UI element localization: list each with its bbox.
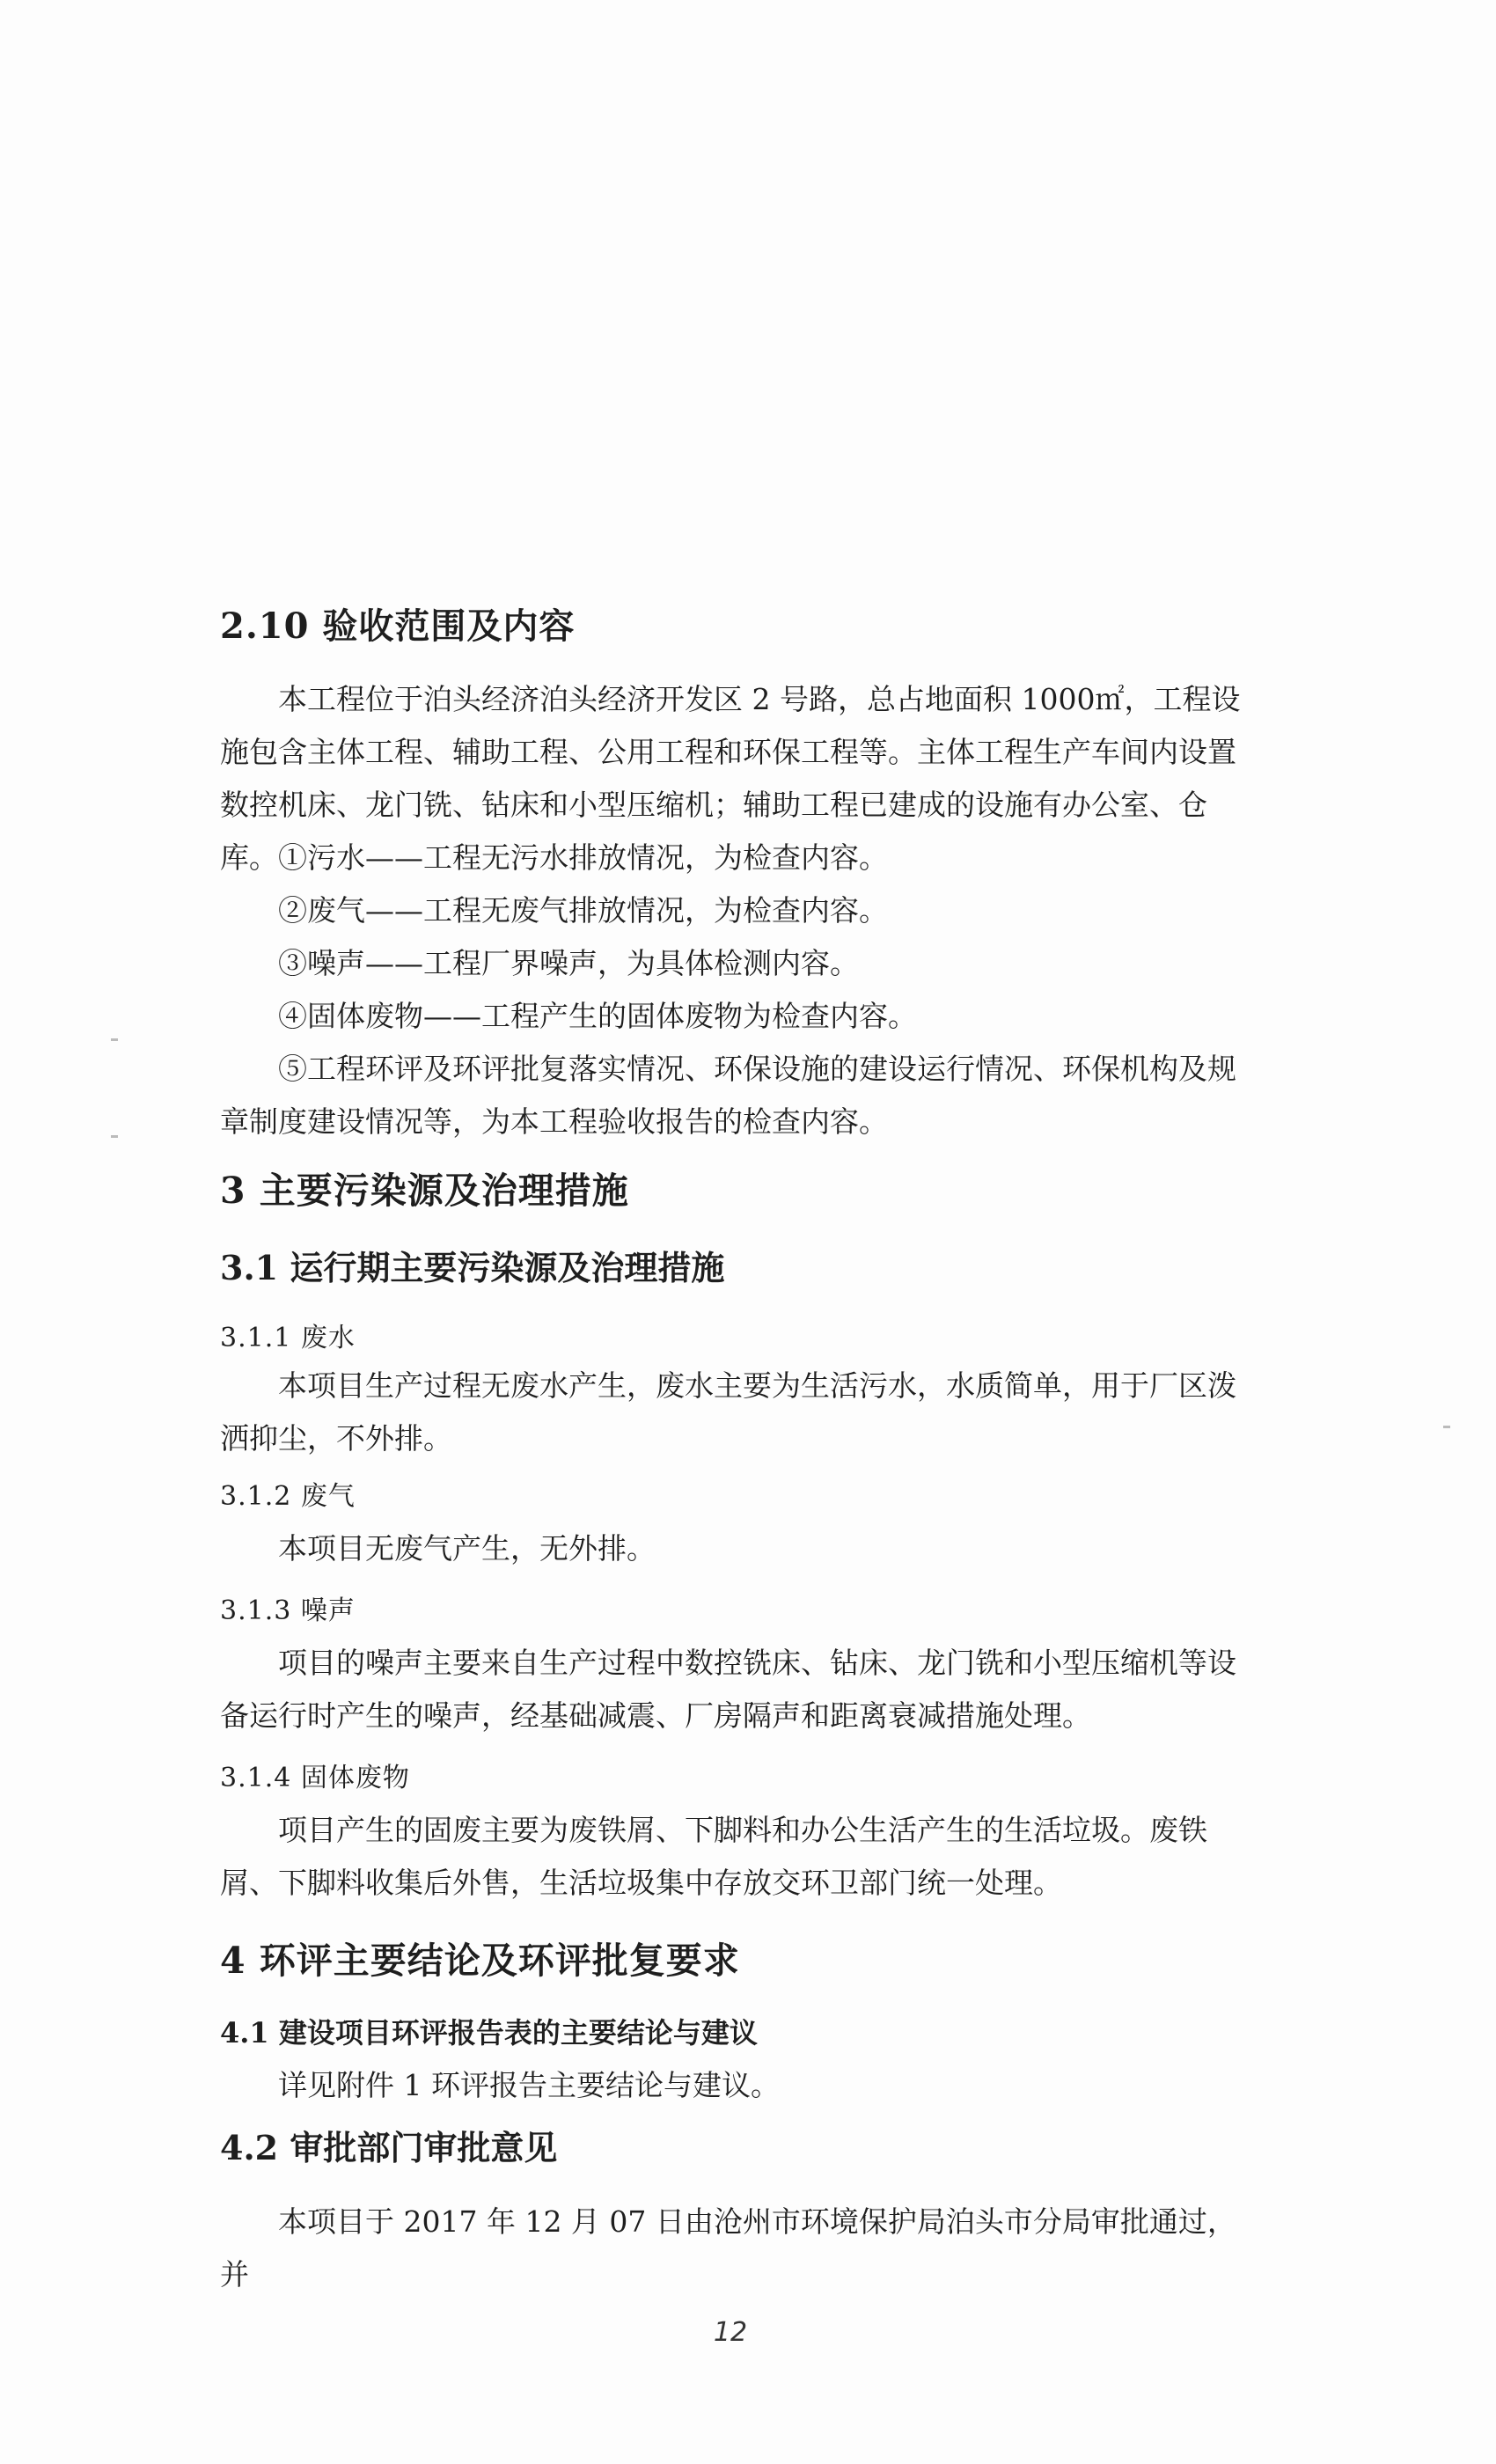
scan-mark [111,1038,118,1041]
section-3-1-4-text: 项目产生的固废主要为废铁屑、下脚料和办公生活产生的生活垃圾。废铁屑、下脚料收集后外售，生活垃圾集中存放交环卫部门统一处理。 [220,1813,1207,1900]
section-2-10-heading: 2.10 验收范围及内容 [220,605,576,647]
section-3-1-4-heading: 3.1.4 固体废物 [220,1763,410,1793]
section-3-1-2-text: 本项目无废气产生，无外排。 [278,1531,656,1566]
section-3-1-1-heading: 3.1.1 废水 [220,1323,356,1353]
list-item-compliance-check: ⑤工程环评及环评批复落实情况、环保设施的建设运行情况、环保机构及规章制度建设情况等，为本工程验收报告的检查内容。 [220,1052,1236,1139]
list-item-waste-gas-check: ②废气——工程无废气排放情况，为检查内容。 [278,893,888,928]
section-4-2-text: 本项目于 2017 年 12 月 07 日由沧州市环境保护局泊头市分局审批通过，并 [220,2204,1236,2292]
section-3-1-2-heading: 3.1.2 废气 [220,1481,356,1512]
section-3-heading: 3 主要污染源及治理措施 [220,1170,629,1212]
section-4-2-heading: 4.2 审批部门审批意见 [220,2128,558,2167]
section-4-1-text: 详见附件 1 环评报告主要结论与建议。 [278,2068,780,2102]
list-item-wastewater-check: ①污水——工程无污水排放情况，为检查内容。 [278,840,888,875]
scan-mark [1443,1426,1450,1428]
section-3-1-heading: 3.1 运行期主要污染源及治理措施 [220,1248,725,1287]
section-3-1-1-text: 本项目生产过程无废水产生，废水主要为生活污水，水质简单，用于厂区泼洒抑尘，不外排。 [220,1368,1236,1456]
scan-mark [111,1135,118,1138]
section-3-1-3-heading: 3.1.3 噪声 [220,1595,356,1626]
page-number: 12 [713,2317,748,2348]
section-4-1-heading: 4.1 建设项目环评报告表的主要结论与建议 [220,2016,758,2050]
list-item-solid-waste-check: ④固体废物——工程产生的固体废物为检查内容。 [278,999,917,1033]
list-item-noise-check: ③噪声——工程厂界噪声，为具体检测内容。 [278,946,859,980]
section-3-1-3-text: 项目的噪声主要来自生产过程中数控铣床、钻床、龙门铣和小型压缩机等设备运行时产生的噪声，经基础减震、厂房隔声和距离衰减措施处理。 [220,1646,1236,1733]
section-2-10-intro: 本工程位于泊头经济泊头经济开发区 2 号路，总占地面积 1000㎡，工程设施包含主体工程、辅助工程、公用工程和环保工程等。主体工程生产车间内设置数控机床、龙门铣、钻床和小型压缩机；辅助工程已建成的设施有办公室、仓库。 [220,682,1241,875]
section-4-heading: 4 环评主要结论及环评批复要求 [220,1940,740,1982]
